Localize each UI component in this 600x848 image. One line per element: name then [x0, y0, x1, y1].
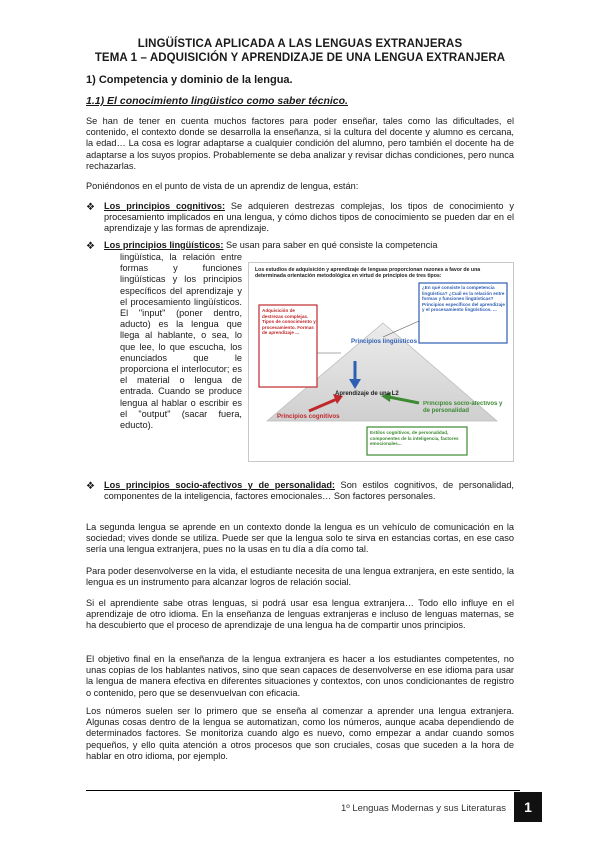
diagram-svg	[249, 263, 515, 463]
diamond-bullet-icon: ❖	[86, 241, 95, 252]
label-linguistic: Principios lingüísticos	[351, 338, 418, 345]
bullet-text: Se usan para saber en qué consiste la competencia	[223, 240, 438, 250]
bullet-linguistic-column: lingüística, la relación entre formas y funciones lingüísticas y los principios específicos del aprendizaje y el procesamiento lingüísticos. El "input" (poner dentro, aducto) es la lengua que llega al hablante, o sea, lo que lee, lo que escucha, los enunciados que le proporciona el interlocutor; es el material o lengua de entrada. Cuando se produce lengua al hablar o escribir es el "output" (sacar fuera, educto).	[120, 252, 242, 431]
bullet-text: Se adquieren destrezas complejas, los tipos de conocimiento y procesamiento implicados en una lengua, y cómo dichos tipos de conocimiento se pueden dar en el aprendizaje y las formas de aprendizaje.	[104, 201, 514, 234]
document-subtitle: TEMA 1 – ADQUISICIÓN Y APRENDIZAJE DE UNA LENGUA EXTRANJERA	[94, 52, 506, 64]
box-linguistic-text: ¿En qué consiste la competencia lingüística? ¿Cuál es la relación entre formas y funciones lingüísticas? Principios específicos del aprendizaje y el procesamiento lingüísticos. ...	[422, 285, 505, 313]
subsection-heading: 1.1) El conocimiento lingüistico como saber técnico.	[86, 95, 348, 107]
label-socio-affective: Principios socio-afectivos y de personalidad	[423, 401, 503, 414]
paragraph-4: Para poder desenvolverse en la vida, el estudiante necesita de una lengua extranjera, en este sentido, la lengua es un instrumento para alcanzar logros de relación social.	[86, 566, 514, 588]
box-socio-affective-text: Estilos cognitivos, de personalidad, componentes de la inteligencia, factores emocionales...	[370, 430, 459, 447]
footer-divider	[86, 790, 520, 791]
bullet-title: Los principios cognitivos:	[104, 201, 226, 211]
label-cognitive: Principios cognitivos	[277, 413, 340, 420]
bullet-text: Son estilos cognitivos, de personalidad, componentes de la inteligencia, factores emocionales… Son factores personales.	[104, 480, 514, 502]
paragraph-5: Si el aprendiente sabe otras lenguas, si podrá usar esa lengua extranjera… Todo ello influye en el aprendizaje de otro idioma. En la enseñanza de lenguas extranjeras e incluso de lenguas maternas, se ha descubierto que el proceso de aprendizaje de una lengua ha de compartir unos principios.	[86, 598, 514, 631]
diamond-bullet-icon: ❖	[86, 481, 95, 492]
section-heading: 1) Competencia y dominio de la lengua.	[86, 74, 293, 86]
paragraph-3: La segunda lengua se aprende en un contexto donde la lengua es un vehículo de comunicación en la sociedad; vives donde se utiliza. Puede ser que la lengua solo te sirva en estancias cortas, en ese caso sería una lengua extranjera, pues no la usas en tu día a día como tal.	[86, 522, 514, 555]
paragraph-6: El objetivo final en la enseñanza de la lengua extranjera es hacer a los estudiantes competentes, no unas copias de los hablantes nativos, sino que sean capaces de desenvolverse en ese idioma para usar la lengua de manera efectiva en diferentes situaciones y contextos, con unos condicionantes de registro o contenido, pero que se desenvuelvan con eficacia.	[86, 654, 514, 698]
diamond-bullet-icon: ❖	[86, 202, 95, 213]
paragraph-2: Poniéndonos en el punto de vista de un aprendiz de lengua, están:	[86, 181, 359, 191]
bullet-title: Los principios socio-afectivos y de personalidad:	[104, 480, 335, 490]
document-title: LINGÜÍSTICA APLICADA A LAS LENGUAS EXTRANJERAS	[137, 38, 463, 50]
footer-course: 1º Lenguas Modernas y sus Literaturas	[340, 803, 506, 814]
paragraph-7: Los números suelen ser lo primero que se enseña al comenzar a aprender una lengua extranjera. Algunas cosas dentro de la lengua se automatizan, como los números, aunque acaba dependiendo de determinados factores. Se monitoriza cuando algo es nuevo, como empezar a andar cuando somos pequeños, y ello quita atención a otros procesos que son cruciales, cosas que suceden a la hora de hablar en otro idioma, por ejemplo.	[86, 706, 514, 761]
diagram-intro: Los estudios de adquisición y aprendizaje de lenguas proporcionan razones a favor de una determinada orientación metodológica en virtud de principios de tres tipos:	[255, 267, 481, 280]
bullet-linguistic	[86, 240, 514, 252]
paragraph-1: Se han de tener en cuenta muchos factores para poder enseñar, tales como las dificultades, el contenido, el contexto donde se desarrolla la enseñanza, si la cultura del docente y alumno es cercana, la edad… La cosa es lograr adaptarse a cualquier condición del alumno, pero también el docente ha de adaptarse a los suyos propios. Probablemente se deba analizar y revisar dichas condiciones, pero nunca rechazarlas.	[86, 116, 514, 171]
bullet-title: Los principios lingüísticos:	[104, 240, 224, 250]
principles-diagram	[248, 262, 514, 462]
page-number: 1	[514, 792, 542, 822]
bullet-socio-affective	[86, 480, 514, 502]
label-center: Aprendizaje de una L2	[335, 391, 399, 397]
box-cognitive-text: Adquisición de destrezas complejas. Tipos de conocimiento y procesamiento. Formas de aprendizaje ...	[262, 308, 316, 336]
bullet-cognitive	[86, 201, 514, 235]
